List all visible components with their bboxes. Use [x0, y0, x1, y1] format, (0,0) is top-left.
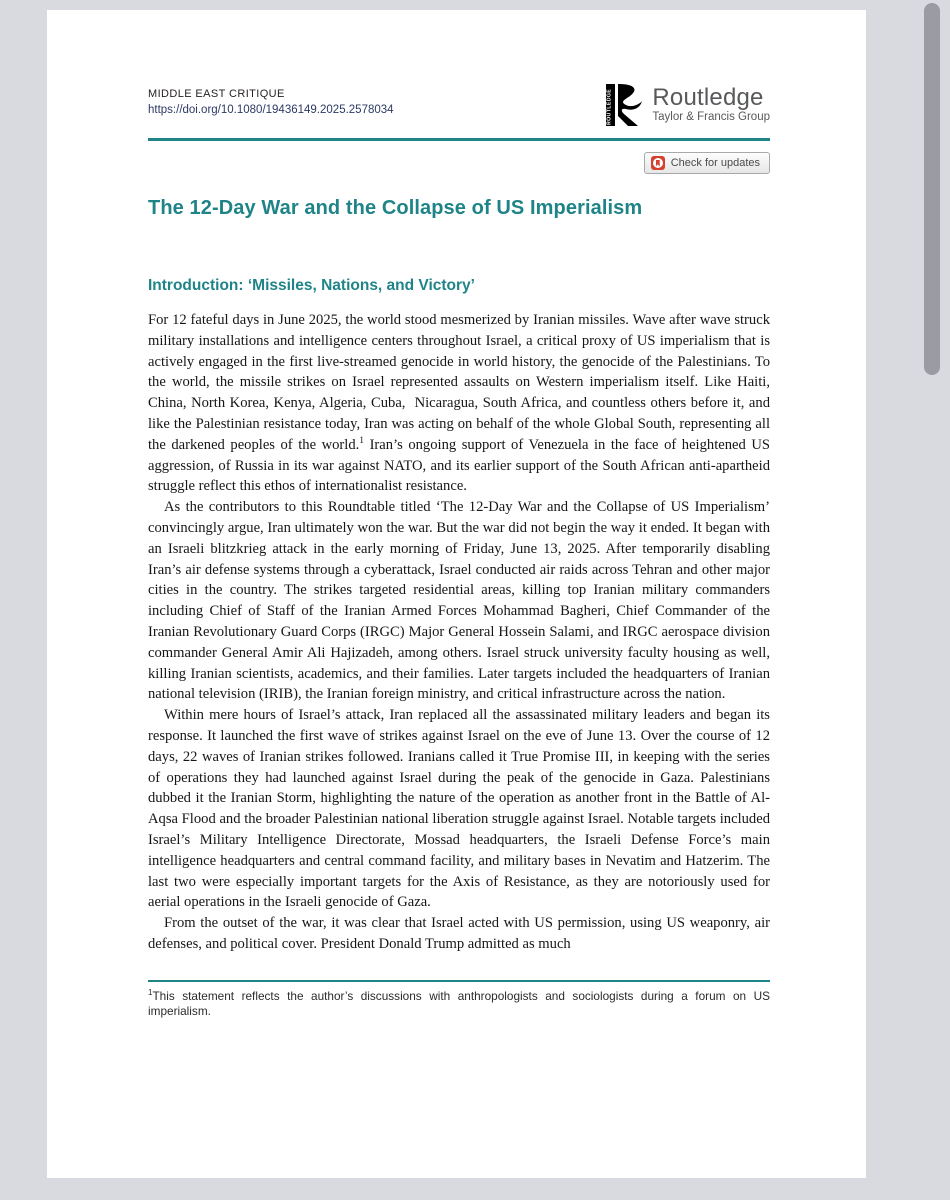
paragraph-1	[148, 310, 770, 497]
footnote-marker: 1	[148, 987, 153, 997]
footnote-body: This statement reflects the author’s discussions with anthropologists and sociologists during a forum on US imperialism.	[148, 988, 770, 1019]
header-divider	[148, 138, 770, 141]
publisher-logo	[606, 82, 770, 128]
section-heading: Introduction: ‘Missiles, Nations, and Victory’	[148, 277, 475, 294]
crossmark-icon	[651, 156, 665, 170]
badge-row	[148, 152, 770, 174]
paragraph-4: From the outset of the war, it was clear that Israel acted with US permission, using US weaponry, air defenses, and political cover. President Donald Trump admitted as much	[148, 915, 770, 952]
page-content	[148, 82, 770, 1020]
journal-name: MIDDLE EAST CRITIQUE	[148, 88, 285, 100]
svg-text:ROUTLEDGE: ROUTLEDGE	[606, 88, 613, 125]
footnote-text	[148, 989, 770, 1020]
paragraph-1-text-b: Iran’s ongoing support of Venezuela in the face of heightened US aggression, of Russia in its war against NATO, and its earlier support of the South African anti-apartheid struggle reflect this ethos of internationalist resistance.	[148, 436, 770, 495]
check-for-updates-button[interactable]	[644, 152, 770, 174]
footnote-ref-1[interactable]: 1	[359, 435, 365, 446]
paragraph-2: As the contributors to this Roundtable titled ‘The 12-Day War and the Collapse of US Imperialism’ convincingly argue, Iran ultimately won the war. But the war did not begin the way it ended. It began with an Israeli blitzkrieg attack in the early morning of Friday, June 13, 2025. After temporarily disabling Iran’s air defense systems through a cyberattack, Israel conducted air raids across Tehran and other major cities in the country. The strikes targeted residential areas, killing top Iranian military commanders including Chief of Staff of the Iranian Armed Forces Mohammad Bagheri, Chief Commander of the Iranian Revolutionary Guard Corps (IRGC) Major General Hossein Salami, and IRGC aerospace division commander General Amir Ali Hajizadeh, among others. Israel struck university faculty housing as well, killing Iranian scientists, academics, and their families. Later targets included the headquarters of Iranian national television (IRIB), the Iranian foreign ministry, and critical infrastructure across the nation.	[148, 499, 770, 703]
journal-info	[148, 82, 394, 116]
routledge-logo-icon	[606, 82, 646, 128]
article-title: The 12-Day War and the Collapse of US Imperialism	[148, 197, 643, 219]
footnote-block	[148, 980, 770, 1020]
document-page	[47, 10, 866, 1178]
journal-header	[148, 82, 770, 132]
doi-link[interactable]: https://doi.org/10.1080/19436149.2025.2578034	[148, 104, 394, 116]
paragraph-1-text-a: For 12 fateful days in June 2025, the world stood mesmerized by Iranian missiles. Wave after wave struck military installations and intelligence centers throughout Israel, a critical proxy of US imperialism that is actively engaged in the first live-streamed genocide in world history, the genocide of the Palestinians. To the world, the missile strikes on Israel represented assaults on Western imperialism itself. Like Haiti, China, North Korea, Kenya, Algeria, Cuba, Nicaragua, South Africa, and countless others before it, and like the Palestinian resistance today, Iran was acting on behalf of the whole Global South, representing all the darkened peoples of the world.	[148, 312, 770, 453]
check-for-updates-label: Check for updates	[670, 157, 760, 169]
publisher-group: Taylor & Francis Group	[652, 111, 770, 123]
footnote-divider	[148, 980, 770, 982]
publisher-wordmark	[652, 82, 770, 124]
vertical-scrollbar-thumb[interactable]	[924, 3, 940, 375]
publisher-name: Routledge	[652, 84, 764, 111]
article-body	[148, 310, 770, 955]
paragraph-3: Within mere hours of Israel’s attack, Iran replaced all the assassinated military leaders and began its response. It launched the first wave of strikes against Israel on the eve of June 13. Over the course of 12 days, 22 waves of Iranian strikes followed. Iranians called it True Promise III, in keeping with the series of operations they had launched against Israel during the peak of the genocide in Gaza. Palestinians dubbed it the Iranian Storm, highlighting the nature of the operation as another front in the Battle of Al-Aqsa Flood and the broader Palestinian national liberation struggle against Israel. Notable targets included Israel’s Military Intelligence Directorate, Mossad headquarters, the Israeli Defense Force’s main intelligence headquarters and central command facility, and military bases in Nevatim and Hatzerim. The last two were especially important targets for the Axis of Resistance, as they are notoriously used for aerial operations in the Israeli genocide of Gaza.	[148, 707, 770, 911]
